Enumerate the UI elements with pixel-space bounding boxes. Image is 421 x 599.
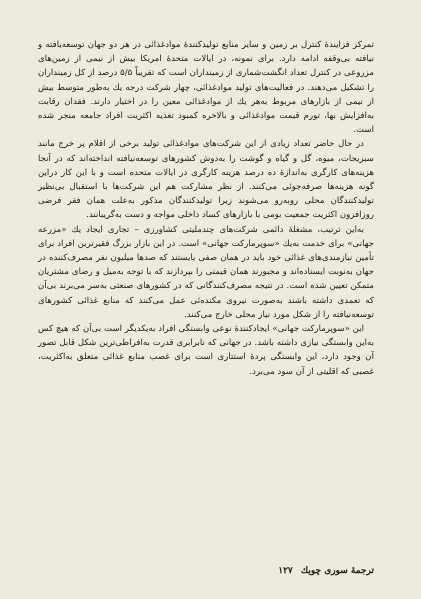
page-footer: [38, 563, 374, 579]
body-text: [38, 38, 374, 379]
paragraph: به‌این ترتیب، مشغلهٔ دائمی شرکت‌های چندملیتی کشاورزی – تجاری ایجاد یك «مزرعه جهانی» برای خدمت به‌یك «سوپرمارکت جهانی» است. در این بازار بزرگ فقیرترین افراد برای تأمین نیازمندی‌های غذائی خود باید در همان صفی بایستند که صدها میلیون نفر مصرف‌کننده در جهان به‌نوبت ایستاده‌اند و مجبورند همان قیمتی را بپردازند که با توجه به‌میل و رضای مشتریان متمکن تعیین شده است. در نتیجه مصرف‌کنندگانی که در کشورهای صنعتی به‌سر می‌برند بی‌آن که تعمدی داشته باشند به‌صورت نیروی مکنده‌ئی عمل می‌کنند که منابع غذائی کشورهای توسعه‌نیافته را از شکل مورد نیاز محلی خارج می‌کنند.: [38, 224, 374, 320]
paragraph: تمرکز فزایندهٔ کنترل بر زمین و سایر منابع تولیدکنندهٔ موادغذائی در هر دو جهان توسعه‌یافته و نیافته بی‌وقفه ادامه دارد. برای نمونه، در ایالات متحدهٔ امریکا بیش از نیمی از زمین‌های مزروعی در کنترل تعداد انگشت‌شماری از زمینداران است که تقریباً ۵/۵ درصد از کل زمینداران را تشکیل می‌دهند. در فعالیت‌های تولید موادغذائی، چهار شرکت درجه یك به‌طور متوسط بیش از نیمی از بازارهای مربوط به‌هر یك از موادغذائی معین را در اختیار دارند. فقدان رقابت به‌افزایش بها، تورم قیمت موادغذائی و بالاخره کمبود تغذیه اکثریت افراد جامعه منجر شده است.: [38, 40, 374, 136]
page-number: ۱۲۷: [278, 566, 293, 576]
paragraph: این «سوپرمارکت جهانی» ایجادکنندهٔ نوعی وابستگی افراد به‌یکدیگر است بی‌آن که هیچ کس به‌این وابستگی نیازی داشته باشد. در جهانی که نابرابری قدرت به‌افراطی‌ترین شکل قابل تصور آن وجود دارد، این وابستگی پردهٔ استتاری است برای غصب منابع غذائی متعلق به‌اکثریت، غصبی که اقلیتی از آن سود می‌برد.: [38, 324, 374, 377]
paragraph: در حال حاضر تعداد زیادی از این شرکت‌های موادغذائی تولید برخی از اقلام پر خرج مانند سبزیجات، میوه، گل و گیاه و گوشت را به‌دوش کشورهای توسعه‌نیافته انداخته‌اند که در آنجا هزینه‌های کارگری به‌اندازهٔ ده درصد هزینه کارگری در ایالات متحده است و با این کار دراین گونه هزینه‌ها صرفه‌جوئی می‌کنند. از نظر مشارکت هم این شرکت‌ها با استقبال بی‌نظیر تولیدکنندگان محلی روبه‌رو می‌شوند زیرا تولیدکنندگان مذکور به‌علت همان فقر فرضی روزافزون اکثریت جمعیت بومی با بازارهای کساد داخلی مواجه و دست به‌گریبانند.: [38, 139, 374, 221]
book-title: ترجمهٔ سوری چویك: [300, 566, 374, 576]
